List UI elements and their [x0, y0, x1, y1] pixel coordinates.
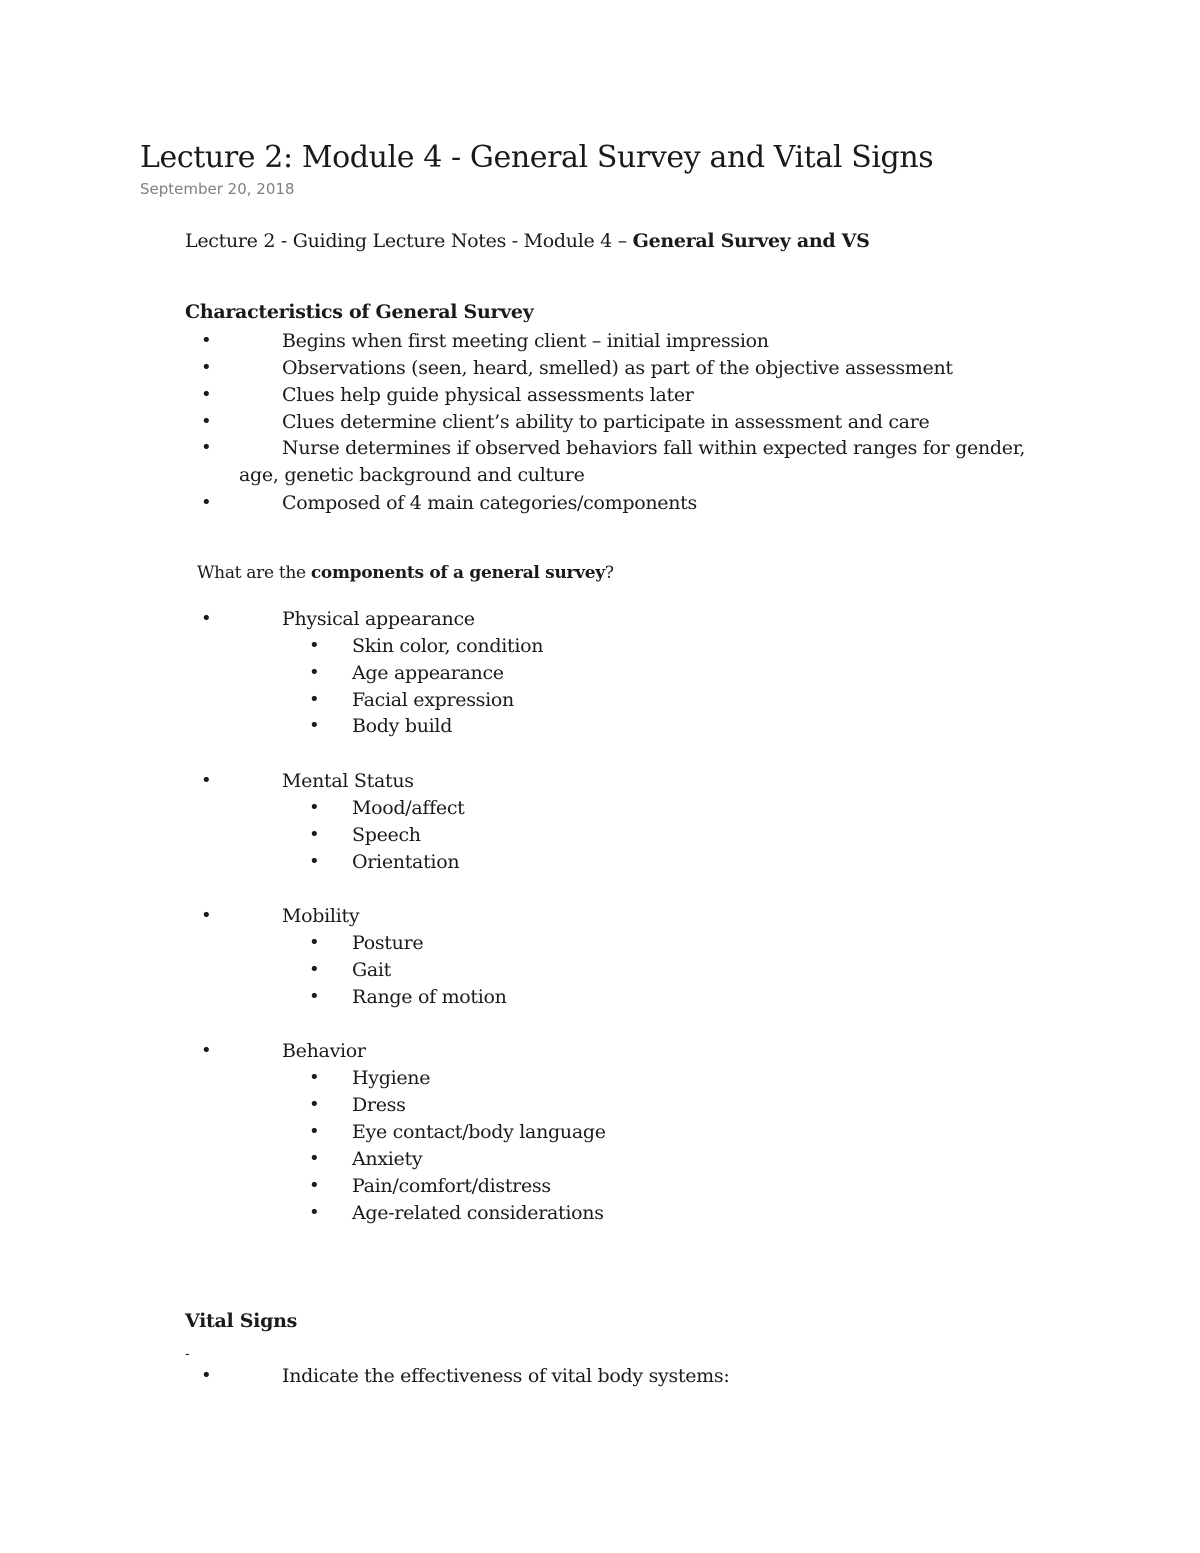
bullet-icon: • [309, 1067, 320, 1088]
list-item: Nurse determines if observed behaviors fall within expected ranges for gender, [282, 437, 1026, 459]
components-question [197, 563, 614, 583]
guiding-notes-prefix: Lecture 2 - Guiding Lecture Notes - Module 4 – [185, 230, 633, 252]
bullet-icon: • [309, 959, 320, 980]
bullet-icon: • [309, 797, 320, 818]
list-item: Clues determine client’s ability to participate in assessment and care [282, 411, 930, 433]
bullet-icon: • [309, 1202, 320, 1223]
bullet-icon: • [309, 986, 320, 1007]
list-item: Clues help guide physical assessments later [282, 384, 694, 406]
component-subitem: Speech [352, 824, 421, 846]
component-subitem: Posture [352, 932, 424, 954]
component-subitem: Age-related considerations [352, 1202, 604, 1224]
component-subitem: Body build [352, 715, 453, 737]
component-subitem: Facial expression [352, 689, 514, 711]
bullet-icon: • [201, 1365, 212, 1386]
characteristics-heading: Characteristics of General Survey [185, 301, 534, 323]
component-subitem: Range of motion [352, 986, 507, 1008]
list-item: Composed of 4 main categories/components [282, 492, 697, 514]
component-label: Physical appearance [282, 608, 475, 630]
bullet-icon: • [201, 357, 212, 378]
bullet-icon: • [201, 492, 212, 513]
bullet-icon: • [309, 824, 320, 845]
list-item: Begins when first meeting client – initial impression [282, 330, 769, 352]
bullet-icon: • [309, 1094, 320, 1115]
bullet-icon: • [201, 411, 212, 432]
vital-signs-heading: Vital Signs [185, 1310, 297, 1332]
component-label: Mobility [282, 905, 360, 927]
dash-mark: - [185, 1346, 190, 1362]
bullet-icon: • [201, 770, 212, 791]
question-bold: components of a general survey [310, 563, 605, 583]
component-subitem: Age appearance [352, 662, 504, 684]
component-subitem: Hygiene [352, 1067, 431, 1089]
component-label: Behavior [282, 1040, 366, 1062]
bullet-icon: • [309, 689, 320, 710]
bullet-icon: • [309, 851, 320, 872]
bullet-icon: • [201, 608, 212, 629]
component-subitem: Orientation [352, 851, 460, 873]
bullet-icon: • [201, 384, 212, 405]
bullet-icon: • [309, 932, 320, 953]
list-item: Observations (seen, heard, smelled) as part of the objective assessment [282, 357, 953, 379]
bullet-icon: • [309, 1175, 320, 1196]
component-subitem: Mood/affect [352, 797, 465, 819]
component-subitem: Skin color, condition [352, 635, 544, 657]
component-subitem: Anxiety [352, 1148, 423, 1170]
list-item: Indicate the effectiveness of vital body systems: [282, 1365, 730, 1387]
bullet-icon: • [309, 715, 320, 736]
component-subitem: Pain/comfort/distress [352, 1175, 551, 1197]
bullet-icon: • [309, 662, 320, 683]
bullet-icon: • [201, 905, 212, 926]
guiding-notes-line [185, 230, 870, 252]
bullet-icon: • [201, 330, 212, 351]
date-stamp: September 20, 2018 [140, 180, 295, 198]
component-subitem: Dress [352, 1094, 406, 1116]
question-suffix: ? [604, 563, 614, 583]
bullet-icon: • [201, 437, 212, 458]
component-label: Mental Status [282, 770, 414, 792]
bullet-icon: • [309, 1121, 320, 1142]
list-item-continuation: age, genetic background and culture [239, 464, 585, 486]
component-subitem: Eye contact/body language [352, 1121, 606, 1143]
guiding-notes-bold: General Survey and VS [632, 230, 870, 252]
question-prefix: What are the [197, 563, 311, 583]
bullet-icon: • [201, 1040, 212, 1061]
component-subitem: Gait [352, 959, 392, 981]
bullet-icon: • [309, 1148, 320, 1169]
bullet-icon: • [309, 635, 320, 656]
page-title: Lecture 2: Module 4 - General Survey and Vital Signs [140, 140, 934, 175]
